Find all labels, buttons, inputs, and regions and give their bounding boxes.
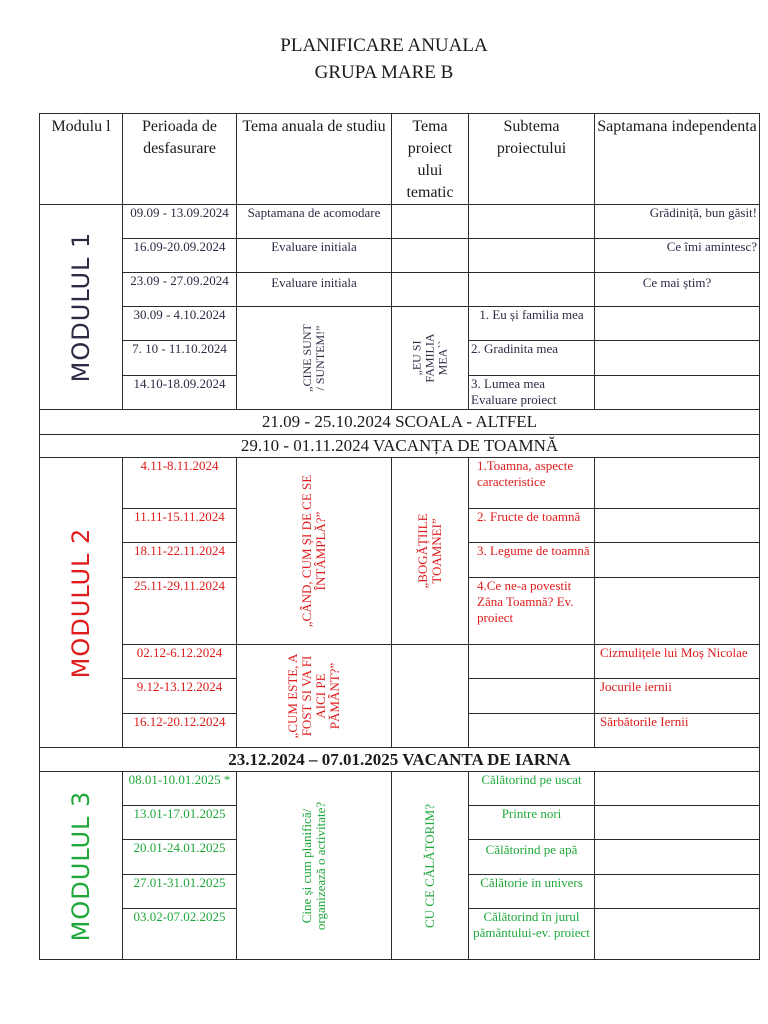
subtema-cell	[469, 713, 595, 747]
subtema-cell	[469, 679, 595, 713]
period-cell: 27.01-31.01.2025	[123, 874, 237, 908]
period-cell: 7. 10 - 11.10.2024	[123, 341, 237, 375]
module3-label-cell	[40, 772, 123, 960]
tema-proiect-cell	[392, 205, 469, 239]
period-cell: 11.11-15.11.2024	[123, 509, 237, 543]
module2-label-cell	[40, 458, 123, 748]
table-row	[40, 205, 760, 239]
subtema-cell: 2. Fructe de toamnă	[469, 509, 595, 543]
period-cell: 14.10-18.09.2024	[123, 375, 237, 409]
subtema-cell: Călătorie in univers	[469, 874, 595, 908]
indep-cell	[595, 458, 760, 509]
module1-tema-proiect-cell	[392, 307, 469, 410]
subtema-cell: 4.Ce ne-a povestit Zâna Toamnă? Ev. proiect	[469, 577, 595, 644]
indep-cell	[595, 341, 760, 375]
col-header-tema-anuala: Tema anuala de studiu	[237, 114, 392, 205]
period-cell: 20.01-24.01.2025	[123, 840, 237, 874]
tema-cell: Evaluare initiala	[237, 239, 392, 273]
subtema-cell: 1.Toamna, aspecte caracteristice	[469, 458, 595, 509]
period-cell: 13.01-17.01.2025	[123, 806, 237, 840]
banner-row	[40, 748, 760, 772]
module2-tema-anuala-a-cell	[237, 458, 392, 645]
subtema-cell: Călătorind pe apă	[469, 840, 595, 874]
period-cell: 25.11-29.11.2024	[123, 577, 237, 644]
table-row	[40, 772, 760, 806]
indep-cell	[595, 509, 760, 543]
period-cell: 16.12-20.12.2024	[123, 713, 237, 747]
subtema-cell	[469, 273, 595, 307]
table-row	[40, 458, 760, 509]
period-cell: 4.11-8.11.2024	[123, 458, 237, 509]
indep-cell	[595, 543, 760, 577]
indep-cell: Sărbătorile Iernii	[595, 713, 760, 747]
indep-cell: Ce îmi amintesc?	[595, 239, 760, 273]
planning-table	[39, 113, 760, 960]
table-header-row	[40, 114, 760, 205]
module3-tema-anuala-cell	[237, 772, 392, 960]
module3-label: MODULUL 3	[67, 790, 95, 941]
tema-cell: Evaluare initiala	[237, 273, 392, 307]
document-subtitle: GRUPA MARE B	[314, 62, 454, 83]
module1-tema-anuala: „CINE SUNT / SUNTEM!”	[300, 324, 327, 392]
table-row	[40, 239, 760, 273]
module2-tema-proiect-b-cell	[392, 645, 469, 748]
module1-label-cell	[40, 205, 123, 410]
banner-row	[40, 435, 760, 458]
indep-cell: Ce mai știm?	[595, 273, 760, 307]
module2-tema-proiect-a: „BOGĂȚIILE TOAMNEI”	[415, 513, 444, 589]
period-cell: 9.12-13.12.2024	[123, 679, 237, 713]
module2-tema-anuala-a: „CÂND, CUM ȘI DE CE SE ÎNTÂMPLĂ?”	[299, 474, 328, 628]
module3-tema-anuala: Cine și cum planifică/ organizează o activitate?	[299, 801, 328, 930]
module3-tema-proiect-cell	[392, 772, 469, 960]
module3-tema-proiect: CU CE CĂLĂTORIM?	[422, 803, 437, 928]
col-header-perioada: Perioada de desfasurare	[123, 114, 237, 205]
subtema-cell: 2. Gradinita mea	[469, 341, 595, 375]
indep-cell	[595, 375, 760, 409]
indep-cell: Grădiniță, bun găsit!	[595, 205, 760, 239]
indep-cell	[595, 806, 760, 840]
indep-cell: Jocurile iernii	[595, 679, 760, 713]
subtema-cell: Călătorind pe uscat	[469, 772, 595, 806]
indep-cell	[595, 772, 760, 806]
period-cell: 02.12-6.12.2024	[123, 645, 237, 679]
module1-label: MODULUL 1	[67, 231, 95, 382]
indep-cell	[595, 577, 760, 644]
banner-scoala-altfel: 21.09 - 25.10.2024 SCOALA - ALTFEL	[40, 410, 760, 435]
col-header-modul: Modulu l	[40, 114, 123, 205]
subtema-cell: 1. Eu și familia mea	[469, 307, 595, 341]
indep-cell	[595, 307, 760, 341]
subtema-cell: Călătorind în jurul pământului-ev. proiect	[469, 908, 595, 959]
indep-cell: Cizmulițele lui Moș Nicolae	[595, 645, 760, 679]
banner-vacanta-toamna: 29.10 - 01.11.2024 VACANȚA DE TOAMNĂ	[40, 435, 760, 458]
subtema-cell	[469, 645, 595, 679]
table-row	[40, 645, 760, 679]
subtema-cell	[469, 205, 595, 239]
period-cell: 18.11-22.11.2024	[123, 543, 237, 577]
col-header-tema-proiect: Tema proiect ului tematic	[392, 114, 469, 205]
module2-label: MODULUL 2	[67, 527, 95, 678]
module2-tema-anuala-b: „CUM ESTE, A FOST SI VA FI AICI PE PĂMÂNT?”	[285, 653, 342, 739]
subtema-cell: 3. Legume de toamnă	[469, 543, 595, 577]
col-header-saptamana: Saptamana independenta	[595, 114, 760, 205]
col-header-subtema: Subtema proiectului	[469, 114, 595, 205]
tema-proiect-cell	[392, 239, 469, 273]
subtema-cell: 3. Lumea mea Evaluare proiect	[469, 375, 595, 409]
module2-tema-anuala-b-cell	[237, 645, 392, 748]
tema-proiect-cell	[392, 273, 469, 307]
document-title: PLANIFICARE ANUALA	[280, 35, 488, 56]
subtema-cell: Printre nori	[469, 806, 595, 840]
subtema-cell	[469, 239, 595, 273]
module1-tema-anuala-cell	[237, 307, 392, 410]
period-cell: 08.01-10.01.2025 *	[123, 772, 237, 806]
table-row	[40, 307, 760, 341]
indep-cell	[595, 840, 760, 874]
period-cell: 03.02-07.02.2025	[123, 908, 237, 959]
indep-cell	[595, 874, 760, 908]
banner-row	[40, 410, 760, 435]
table-row	[40, 273, 760, 307]
module2-tema-proiect-a-cell	[392, 458, 469, 645]
period-cell: 30.09 - 4.10.2024	[123, 307, 237, 341]
period-cell: 23.09 - 27.09.2024	[123, 273, 237, 307]
indep-cell	[595, 908, 760, 959]
tema-cell: Saptamana de acomodare	[237, 205, 392, 239]
period-cell: 09.09 - 13.09.2024	[123, 205, 237, 239]
period-cell: 16.09-20.09.2024	[123, 239, 237, 273]
banner-vacanta-iarna: 23.12.2024 – 07.01.2025 VACANTA DE IARNA	[40, 748, 760, 772]
module1-tema-proiect: „EU SI FAMILIA MEA``	[409, 333, 450, 383]
